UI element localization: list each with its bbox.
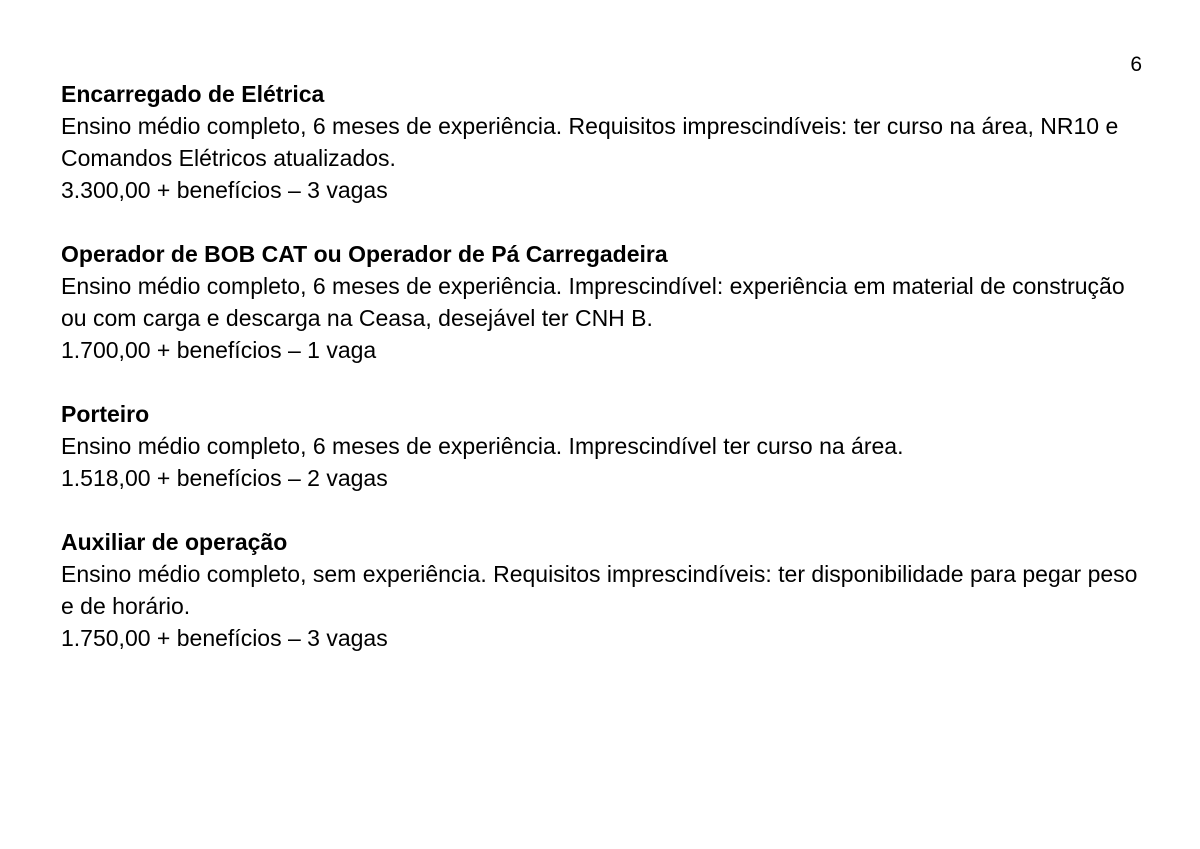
job-salary: 1.700,00 + benefícios – 1 vaga	[61, 337, 377, 363]
job-listings	[61, 78, 1151, 686]
job-salary: 1.518,00 + benefícios – 2 vagas	[61, 465, 388, 491]
job-salary: 1.750,00 + benefícios – 3 vagas	[61, 625, 388, 651]
job-title: Operador de BOB CAT ou Operador de Pá Carregadeira	[61, 241, 668, 267]
job-listing	[61, 398, 1151, 494]
job-title: Auxiliar de operação	[61, 529, 288, 555]
job-description: Ensino médio completo, 6 meses de experiência. Imprescindível ter curso na área.	[61, 433, 904, 459]
job-listing	[61, 78, 1151, 206]
job-description: Ensino médio completo, 6 meses de experiência. Imprescindível: experiência em material de construção ou com carga e descarga na Ceasa, desejável ter CNH B.	[61, 273, 1125, 331]
job-listing	[61, 238, 1151, 366]
job-description: Ensino médio completo, sem experiência. Requisitos imprescindíveis: ter disponibilidade para pegar peso e de horário.	[61, 561, 1138, 619]
job-title: Porteiro	[61, 401, 150, 427]
page-number: 6	[1130, 53, 1142, 76]
job-description: Ensino médio completo, 6 meses de experiência. Requisitos imprescindíveis: ter curso na área, NR10 e Comandos Elétricos atualizados.	[61, 113, 1119, 171]
job-listing	[61, 526, 1151, 654]
job-title: Encarregado de Elétrica	[61, 81, 325, 107]
job-salary: 3.300,00 + benefícios – 3 vagas	[61, 177, 388, 203]
